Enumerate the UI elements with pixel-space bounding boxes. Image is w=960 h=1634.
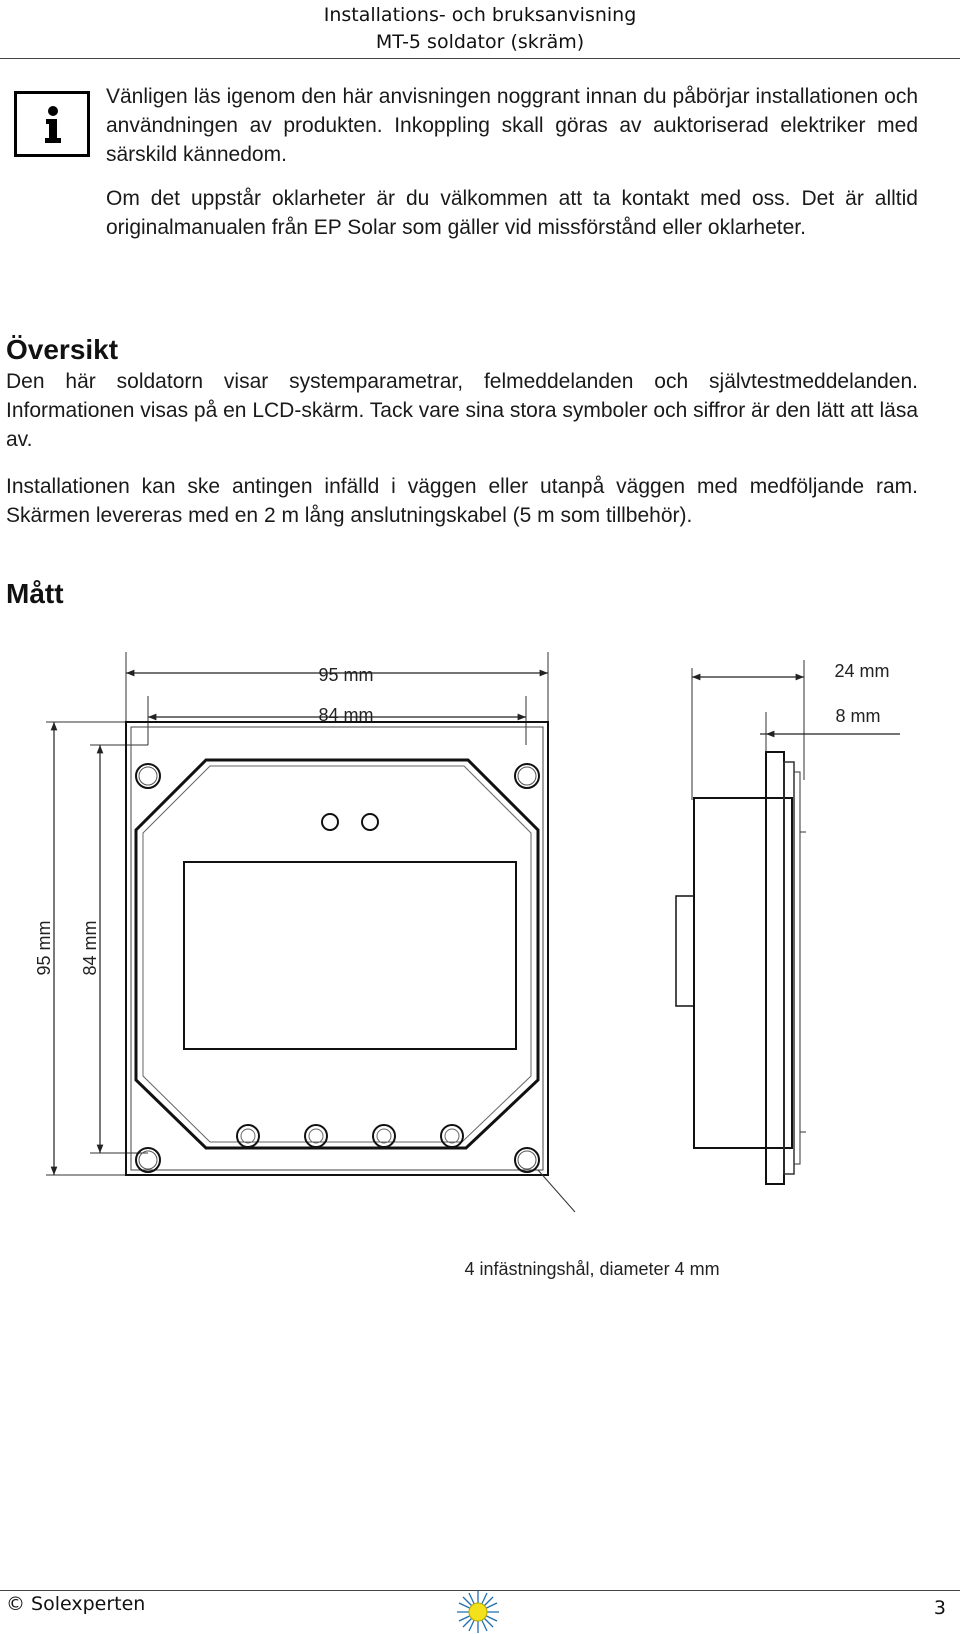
overview-heading: Översikt (6, 334, 119, 365)
depth-total-label: 24 mm (834, 661, 890, 681)
notice-paragraph-2: Om det uppstår oklarheter är du välkommen att ta kontakt med oss. Det är alltid originalmanualen från EP Solar som gäller vid missförstånd eller oklarheter. (106, 187, 918, 239)
header-subtitle: MT-5 soldator (skräm) (375, 31, 585, 53)
holes-label: 4 infästningshål, diameter 4 mm (464, 1259, 720, 1279)
header-title: Installations- och bruksanvisning (323, 4, 637, 26)
sun-icon (455, 1590, 501, 1634)
width-inner-label: 84 mm (318, 705, 374, 725)
dimensions-heading: Mått (6, 578, 64, 609)
height-outer-label: 95 mm (34, 920, 54, 976)
page-header (0, 0, 960, 59)
width-outer-label: 95 mm (318, 665, 374, 685)
led-indicator (362, 814, 378, 830)
dimension-drawing (0, 640, 960, 1300)
mounting-hole (136, 1148, 160, 1172)
panel-button (305, 1125, 327, 1147)
page-number: 3 (933, 1597, 946, 1619)
notice-paragraph-1: Vänligen läs igenom den här anvisningen noggrant innan du påbörjar installationen och användningen av produkten. Inkoppling skall göras av auktoriserad elektriker med särskild kännedom. (106, 85, 918, 166)
lcd-screen (184, 862, 516, 1049)
depth-frame-label: 8 mm (835, 706, 881, 726)
height-inner-label: 84 mm (80, 920, 100, 976)
mounting-hole (515, 1148, 539, 1172)
panel-button (237, 1125, 259, 1147)
led-indicator (322, 814, 338, 830)
footer-copyright: © Solexperten (6, 1593, 146, 1615)
side-view (676, 752, 806, 1184)
mounting-hole (515, 764, 539, 788)
panel-button (441, 1125, 463, 1147)
overview-paragraph-1: Den här soldatorn visar systemparametrar, felmeddelanden och självtestmeddelanden. Informationen visas på en LCD-skärm. Tack vare sina stora symboler och siffror är den lätt att läsa av. (6, 370, 918, 451)
overview-paragraph-2: Installationen kan ske antingen infälld i väggen eller utanpå väggen med medföljande ram. Skärmen levereras med en 2 m lång anslutningskabel (5 m som tillbehör). (6, 475, 918, 527)
mounting-hole (136, 764, 160, 788)
info-icon (14, 91, 90, 157)
panel-button (373, 1125, 395, 1147)
panel-frame (126, 722, 548, 1175)
